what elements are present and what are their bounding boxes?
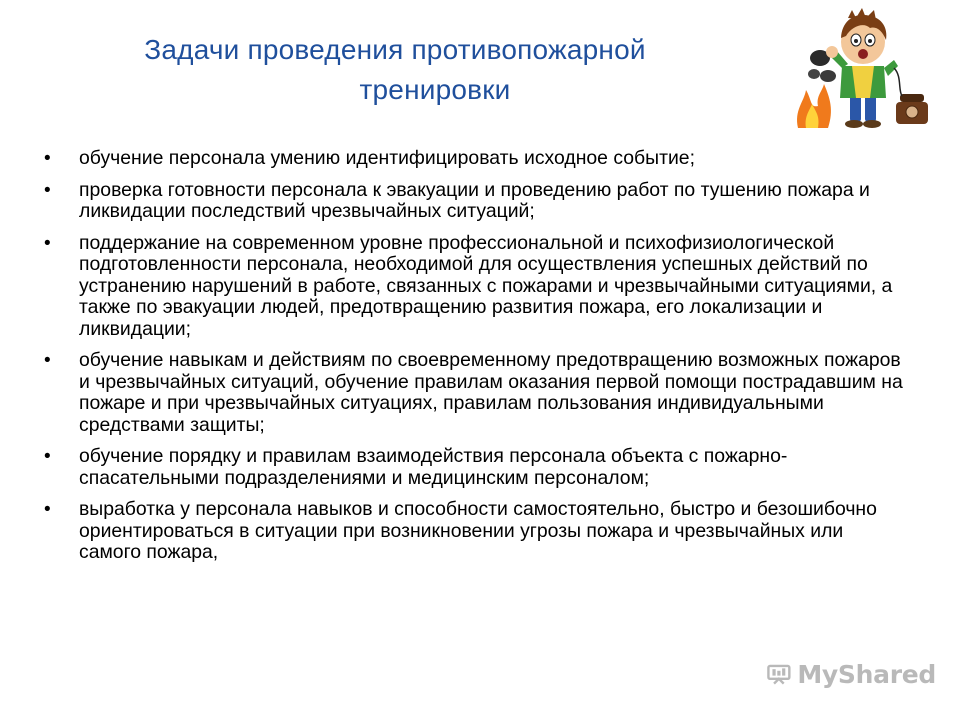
list-item xyxy=(44,233,904,341)
list-item-text: выработка у персонала навыков и способности самостоятельно, быстро и безошибочно ориентироваться в ситуации при возникновении угрозы пожара и чрезвычайных или самого пожара, xyxy=(79,498,877,563)
projector-icon xyxy=(766,659,793,689)
list-item-text: проверка готовности персонала к эвакуации и проведению работ по тушению пожара и ликвидации последствий чрезвычайных ситуаций; xyxy=(79,178,870,222)
slide-title xyxy=(100,30,730,110)
bullet-dot-icon: • xyxy=(44,446,51,467)
bullet-dot-icon: • xyxy=(44,499,51,520)
list-item xyxy=(44,499,904,564)
bullet-dot-icon: • xyxy=(44,350,51,371)
list-item xyxy=(44,446,904,489)
slide-title-line-2: тренировки xyxy=(359,74,511,105)
list-item-text: обучение навыкам и действиям по своевременному предотвращению возможных пожаров и чрезвычайных ситуаций, обучение правилам оказания первой помощи пострадавшим на пожаре и при чрезвычайных ситуациях, правилам пользования индивидуальными средствами защиты; xyxy=(79,349,903,436)
myshared-watermark[interactable] xyxy=(766,656,936,692)
bullet-dot-icon: • xyxy=(44,232,51,254)
list-item-text: обучение персонала умению идентифицировать исходное событие; xyxy=(79,147,695,169)
bullet-dot-icon: • xyxy=(44,179,51,201)
scared-boy-fire-phone-icon xyxy=(790,6,940,136)
list-item xyxy=(44,350,904,436)
slide-title-line-1: Задачи проведения противопожарной xyxy=(144,34,646,65)
list-item-text: обучение порядку и правилам взаимодействия персонала объекта с пожарно-спасательными подразделениями и медицинским персоналом; xyxy=(79,445,788,489)
bullet-dot-icon: • xyxy=(44,148,51,169)
watermark-text: MyShared xyxy=(797,659,936,689)
list-item xyxy=(44,148,904,170)
list-item xyxy=(44,180,904,223)
task-bullet-list xyxy=(44,148,904,574)
list-item-text: поддержание на современном уровне профессиональной и психофизиологической подготовленности персонала, необходимой для осуществления успешных действий по устранению нарушений в работе, связанных с пожарами и чрезвычайными ситуациями, а также по эвакуации людей, предотвращению развития пожара, его локализации и ликвидации; xyxy=(79,231,893,340)
